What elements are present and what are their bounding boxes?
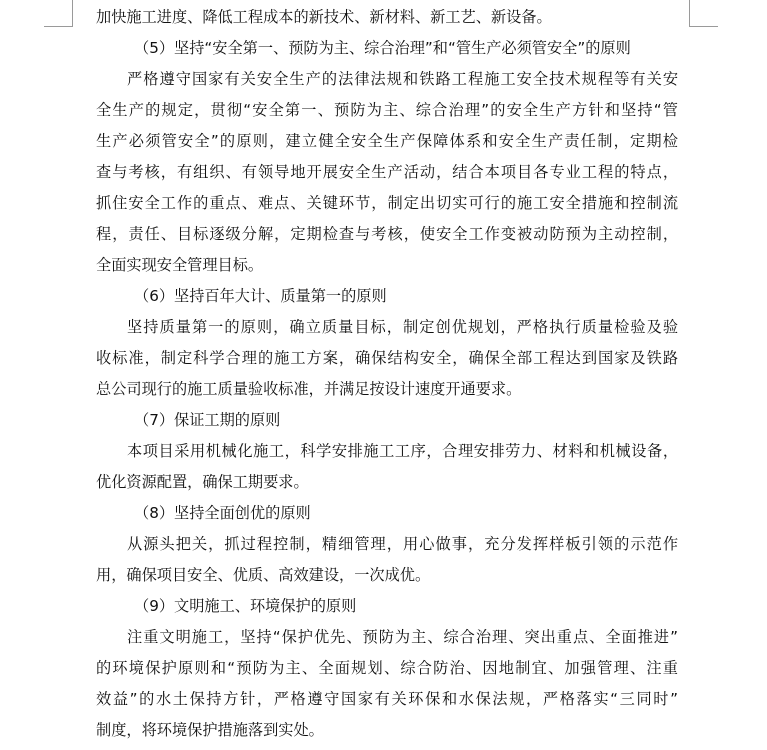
text-line: 坚持质量第一的原则，确立质量目标，制定创优规划，严格执行质量检验及验	[127, 318, 678, 336]
text-line: 总公司现行的施工质量验收标准，并满足按设计速度开通要求。	[96, 380, 522, 398]
text-line: 效益”的水土保持方针，严格遵守国家有关环保和水保法规，严格落实“三同时”	[96, 690, 678, 708]
text-line: 用，确保项目安全、优质、高效建设，一次成优。	[96, 566, 431, 584]
section-heading: （5）坚持“安全第一、预防为主、综合治理”和“管生产必须管安全”的原则	[134, 39, 631, 57]
text-line: 严格遵守国家有关安全生产的法律法规和铁路工程施工安全技术规程等有关安	[127, 70, 678, 88]
text-line: 从源头把关，抓过程控制，精细管理，用心做事，充分发挥样板引领的示范作	[127, 535, 678, 553]
text-line: 本项目采用机械化施工，科学安排施工工序，合理安排劳力、材料和机械设备，	[127, 442, 678, 460]
text-line: 加快施工进度、降低工程成本的新技术、新材料、新工艺、新设备。	[96, 8, 552, 26]
crop-mark-right-vertical	[689, 0, 690, 26]
text-line: 收标准，制定科学合理的施工方案，确保结构安全，确保全部工程达到国家及铁路	[96, 349, 678, 367]
crop-mark-left-vertical	[72, 0, 73, 26]
crop-mark-left-horizontal	[44, 26, 73, 27]
section-heading: （8）坚持全面创优的原则	[134, 504, 311, 522]
section-heading: （9）文明施工、环境保护的原则	[134, 597, 357, 615]
crop-mark-right-horizontal	[689, 26, 718, 27]
section-heading: （6）坚持百年大计、质量第一的原则	[134, 287, 387, 305]
text-line: 查与考核，有组织、有领导地开展安全生产活动，结合本项目各专业工程的特点，	[96, 163, 678, 181]
text-line: 程，责任、目标逐级分解，定期检查与考核，使安全工作变被动防预为主动控制，	[96, 225, 678, 243]
section-heading: （7）保证工期的原则	[134, 411, 281, 429]
text-line: 全面实现安全管理目标。	[96, 256, 264, 274]
text-line: 抓住安全工作的重点、难点、关键环节，制定出切实可行的施工安全措施和控制流	[96, 194, 678, 212]
text-line: 的环境保护原则和“预防为主、全面规划、综合防治、因地制宜、加强管理、注重	[96, 659, 678, 677]
text-line: 制度，将环境保护措施落到实处。	[96, 721, 324, 739]
text-line: 全生产的规定，贯彻“安全第一、预防为主、综合治理”的安全生产方针和坚持“管	[96, 101, 678, 119]
text-line: 优化资源配置，确保工期要求。	[96, 473, 309, 491]
text-line: 生产必须管安全”的原则，建立健全安全生产保障体系和安全生产责任制，定期检	[96, 132, 678, 150]
text-line: 注重文明施工，坚持“保护优先、预防为主、综合治理、突出重点、全面推进”	[127, 628, 678, 646]
